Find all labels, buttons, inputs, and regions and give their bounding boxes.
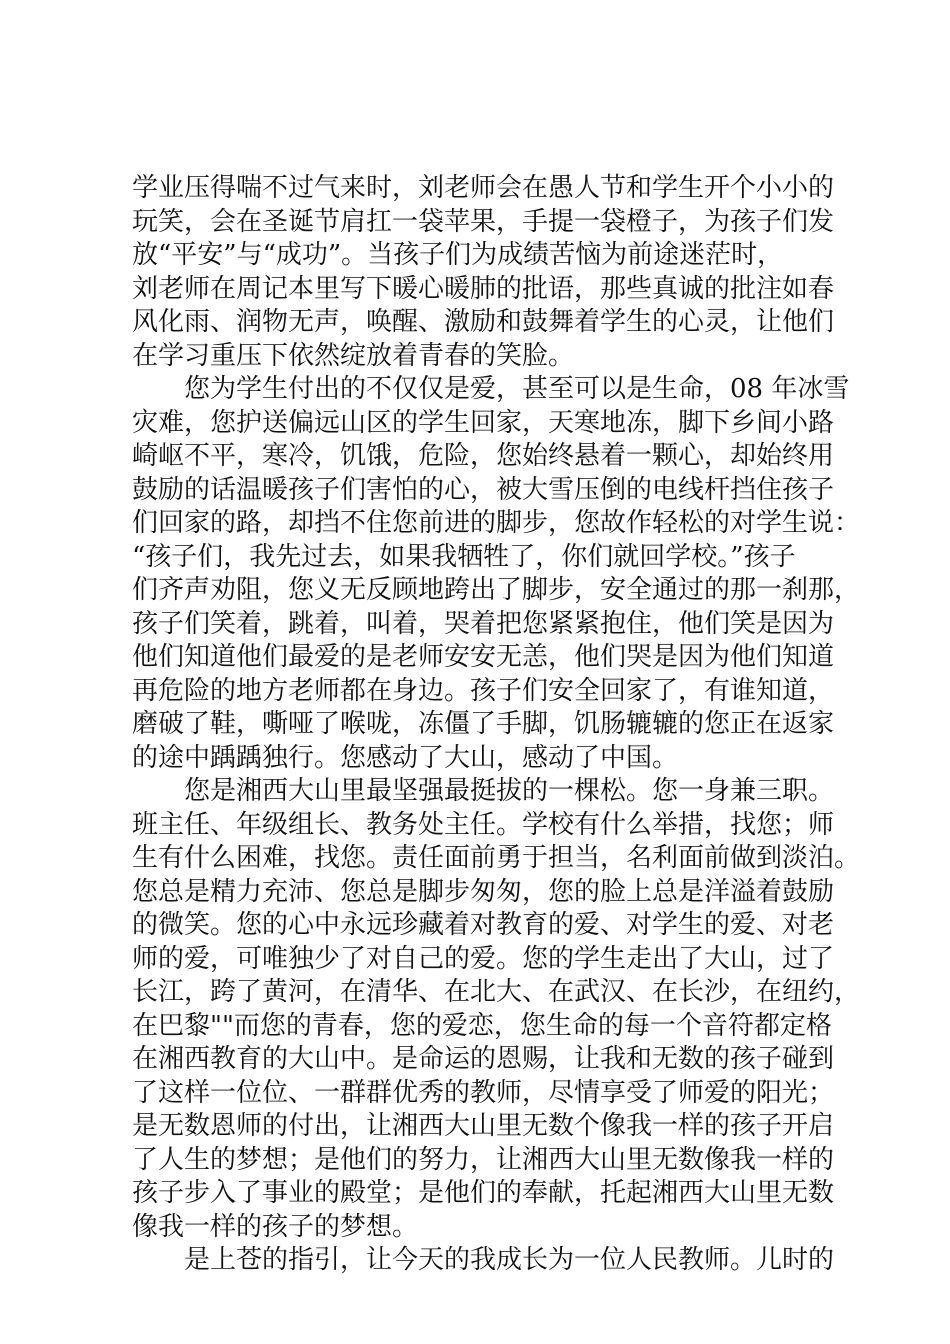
- text-line: 在湘西教育的大山中。是命运的恩赐，让我和无数的孩子碰到: [132, 1044, 835, 1074]
- text-line: “孩子们，我先过去，如果我牺牲了，你们就回学校。”孩子: [132, 541, 796, 572]
- text-line: 的微笑。您的心中永远珍藏着对教育的爱、对学生的爱、对老: [132, 910, 835, 940]
- text-line: 学业压得喘不过气来时，刘老师会在愚人节和学生开个小小的: [132, 173, 835, 203]
- text-line: 生有什么困难，找您。责任面前勇于担当，名利面前做到淡泊。: [132, 843, 861, 873]
- text-line: 了这样一位位、一群群优秀的教师，尽情享受了师爱的阳光；: [132, 1077, 835, 1108]
- text-line: 放“平安”与“成功”。当孩子们为成绩苦恼为前途迷茫时，: [132, 240, 784, 270]
- text-line: 孩子们笑着，跳着，叫着，哭着把您紧紧抱住，他们笑是因为: [132, 608, 835, 639]
- text-line: 们回家的路，却挡不住您前进的脚步，您故作轻松的对学生说：: [132, 508, 861, 538]
- text-line: 了人生的梦想；是他们的努力，让湘西大山里无数像我一样的: [132, 1144, 835, 1175]
- text-line: 磨破了鞋，嘶哑了喉咙，冻僵了手脚，饥肠辘辘的您正在返家: [132, 709, 835, 739]
- text-line: 您总是精力充沛、您总是脚步匆匆，您的脸上总是洋溢着鼓励: [132, 876, 835, 907]
- text-line: 玩笑，会在圣诞节肩扛一袋苹果，手提一袋橙子，为孩子们发: [132, 206, 835, 237]
- text-line: 灾难，您护送偏远山区的学生回家，天寒地冻，脚下乡间小路: [132, 407, 835, 438]
- text-line: 班主任、年级组长、教务处主任。学校有什么举措，找您；师: [132, 809, 835, 840]
- document-body: [132, 172, 861, 1278]
- text-line: 师的爱，可唯独少了对自己的爱。您的学生走出了大山，过了: [132, 943, 835, 974]
- text-line: 的途中踽踽独行。您感动了大山，感动了中国。: [132, 742, 679, 773]
- text-line: 长江，跨了黄河，在清华、在北大、在武汉、在长沙，在纽约，: [132, 977, 861, 1007]
- text-line: 刘老师在周记本里写下暖心暖肺的批语，那些真诚的批注如春: [132, 273, 835, 304]
- paragraph-first-line: 是上苍的指引，让今天的我成长为一位人民教师。儿时的: [184, 1245, 835, 1275]
- paragraph-first-line: 您为学生付出的不仅仅是爱，甚至可以是生命，08 年冰雪: [184, 374, 850, 404]
- text-line: 们齐声劝阻，您义无反顾地跨出了脚步，安全通过的那一刹那，: [132, 575, 861, 605]
- text-line: 他们知道他们最爱的是老师安安无恙，他们哭是因为他们知道: [132, 642, 835, 672]
- paragraph-first-line: 您是湘西大山里最坚强最挺拔的一棵松。您一身兼三职。: [184, 776, 835, 806]
- text-line: 像我一样的孩子的梦想。: [132, 1211, 419, 1242]
- text-line: 崎岖不平，寒冷，饥饿，危险，您始终悬着一颗心，却始终用: [132, 441, 835, 471]
- text-line: 在学习重压下依然绽放着青春的笑脸。: [132, 340, 575, 371]
- text-line: 是无数恩师的付出，让湘西大山里无数个像我一样的孩子开启: [132, 1111, 835, 1141]
- text-line: 在巴黎""而您的青春，您的爱恋，您生命的每一个音符都定格: [132, 1010, 832, 1041]
- text-line: 风化雨、润物无声，唤醒、激励和鼓舞着学生的心灵，让他们: [132, 307, 835, 337]
- text-line: 鼓励的话温暖孩子们害怕的心，被大雪压倒的电线杆挡住孩子: [132, 474, 835, 505]
- text-line: 孩子步入了事业的殿堂；是他们的奉献，托起湘西大山里无数: [132, 1178, 835, 1208]
- text-line: 再危险的地方老师都在身边。孩子们安全回家了，有谁知道，: [132, 675, 835, 706]
